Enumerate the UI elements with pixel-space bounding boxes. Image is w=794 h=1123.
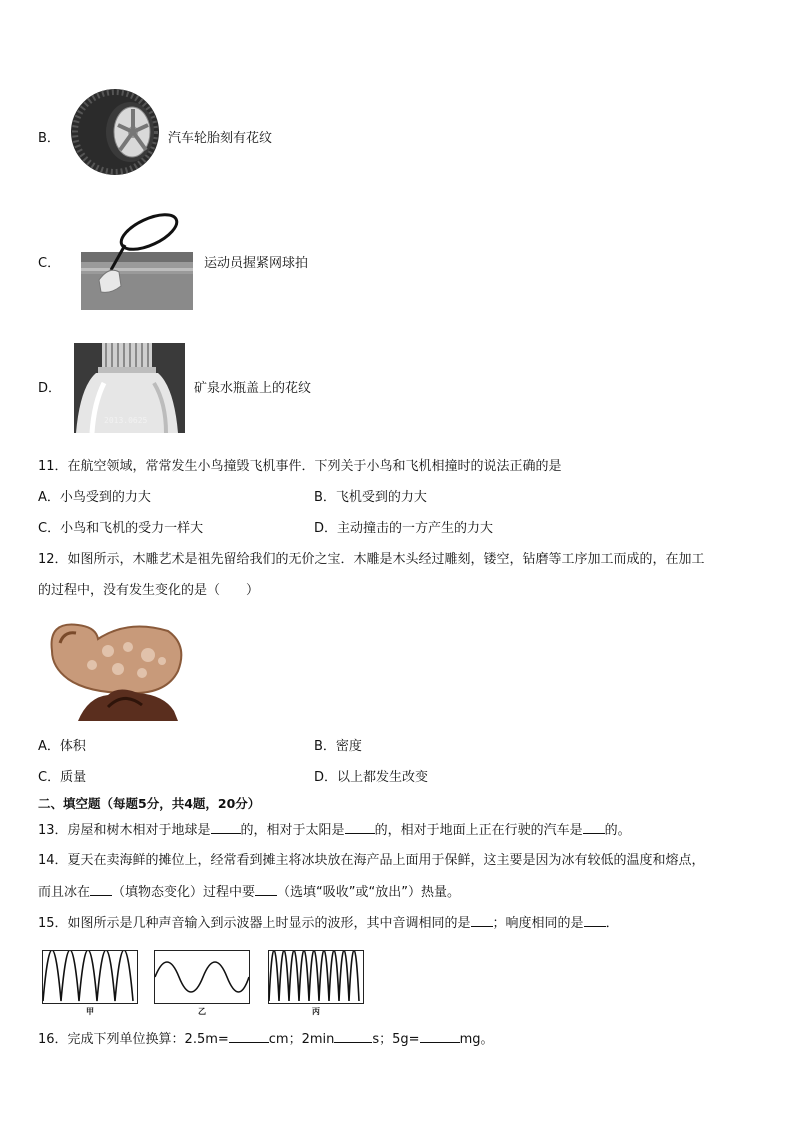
q12-option-c: C．质量 [38,770,87,785]
q13-part3: 的，相对于地面上正在行驶的汽车是 [374,823,583,838]
waveform-bing [268,950,364,1004]
q13-blank-2[interactable] [345,821,375,834]
q16-part4: mg。 [459,1032,494,1047]
option-b-text: 汽车轮胎刻有花纹 [168,131,273,146]
q15-part3: ． [605,916,619,931]
q11-option-d: D．主动撞击的一方产生的力大 [314,521,494,536]
q16-blank-2[interactable] [334,1030,372,1043]
q15-part2: ；响度相同的是 [492,916,584,931]
q13-part1: 13．房屋和树木相对于地球是 [38,823,211,838]
option-b-letter: B． [38,131,60,146]
q15-blank-1[interactable] [471,914,493,927]
q11-option-b: B．飞机受到的力大 [314,490,427,505]
q12-stem-line1: 12．如图所示，木雕艺术是祖先留给我们的无价之宝．木雕是木头经过雕刻，镂空，钻磨等工序加工而成的，在加工 [38,552,705,567]
q14-part1: 而且冰在 [38,885,91,900]
q16-part1: 16．完成下列单位换算：2.5m= [38,1032,229,1047]
q13-blank-3[interactable] [583,821,605,834]
wood-carving-photo-icon [38,611,186,721]
q12-option-b: B．密度 [314,739,362,754]
q11-option-c: C．小鸟和飞机的受力一样大 [38,521,204,536]
photo-date-stamp: 2013.0625 [104,416,148,425]
waveform-label-bing: 丙 [312,1007,320,1016]
q16-line [38,1030,494,1049]
q11-option-a: A．小鸟受到的力大 [38,490,151,505]
q14-part3: （选填“吸收”或“放出”）热量。 [277,885,460,900]
q15-part1: 15．如图所示是几种声音输入到示波器上时显示的波形，其中音调相同的是 [38,916,471,931]
q14-blank-2[interactable] [255,883,277,896]
q16-blank-3[interactable] [420,1030,460,1043]
q12-stem-line2: 的过程中，没有发生变化的是（ ） [38,583,260,598]
q13-part4: 的。 [604,823,631,838]
q11-stem: 11．在航空领域，常常发生小鸟撞毁飞机事件．下列关于小鸟和飞机相撞时的说法正确的是 [38,459,562,474]
q14-part2: （填物态变化）过程中要 [112,885,256,900]
tennis-racket-photo-icon [81,212,193,310]
option-c-letter: C． [38,256,61,271]
q14-line2 [38,883,460,902]
q16-blank-1[interactable] [229,1030,269,1043]
q15-line [38,914,619,933]
q12-option-d: D．以上都发生改变 [314,770,429,785]
q15-blank-2[interactable] [584,914,606,927]
q13-line [38,821,631,840]
option-d-letter: D． [38,381,62,396]
q16-part2: cm；2min [268,1032,335,1047]
q13-part2: 的，相对于太阳是 [240,823,345,838]
q16-part3: s；5g= [372,1032,420,1047]
waveform-jia [42,950,138,1004]
option-d-text: 矿泉水瓶盖上的花纹 [194,381,312,396]
section-2-title: 二、填空题（每题5分，共4题，20分） [38,796,261,811]
q12-option-a: A．体积 [38,739,86,754]
q14-blank-1[interactable] [90,883,112,896]
waveform-label-yi: 乙 [198,1007,206,1016]
bottle-cap-photo-icon [74,343,185,433]
q14-line1: 14．夏天在卖海鲜的摊位上，经常看到摊主将冰块放在海产品上面用于保鲜，这主要是因为冰有较低的温度和熔点， [38,853,705,868]
waveform-label-jia: 甲 [86,1007,94,1016]
option-c-text: 运动员握紧网球拍 [204,256,309,271]
q13-blank-1[interactable] [211,821,241,834]
tire-photo-icon [70,88,162,176]
waveform-yi [154,950,250,1004]
